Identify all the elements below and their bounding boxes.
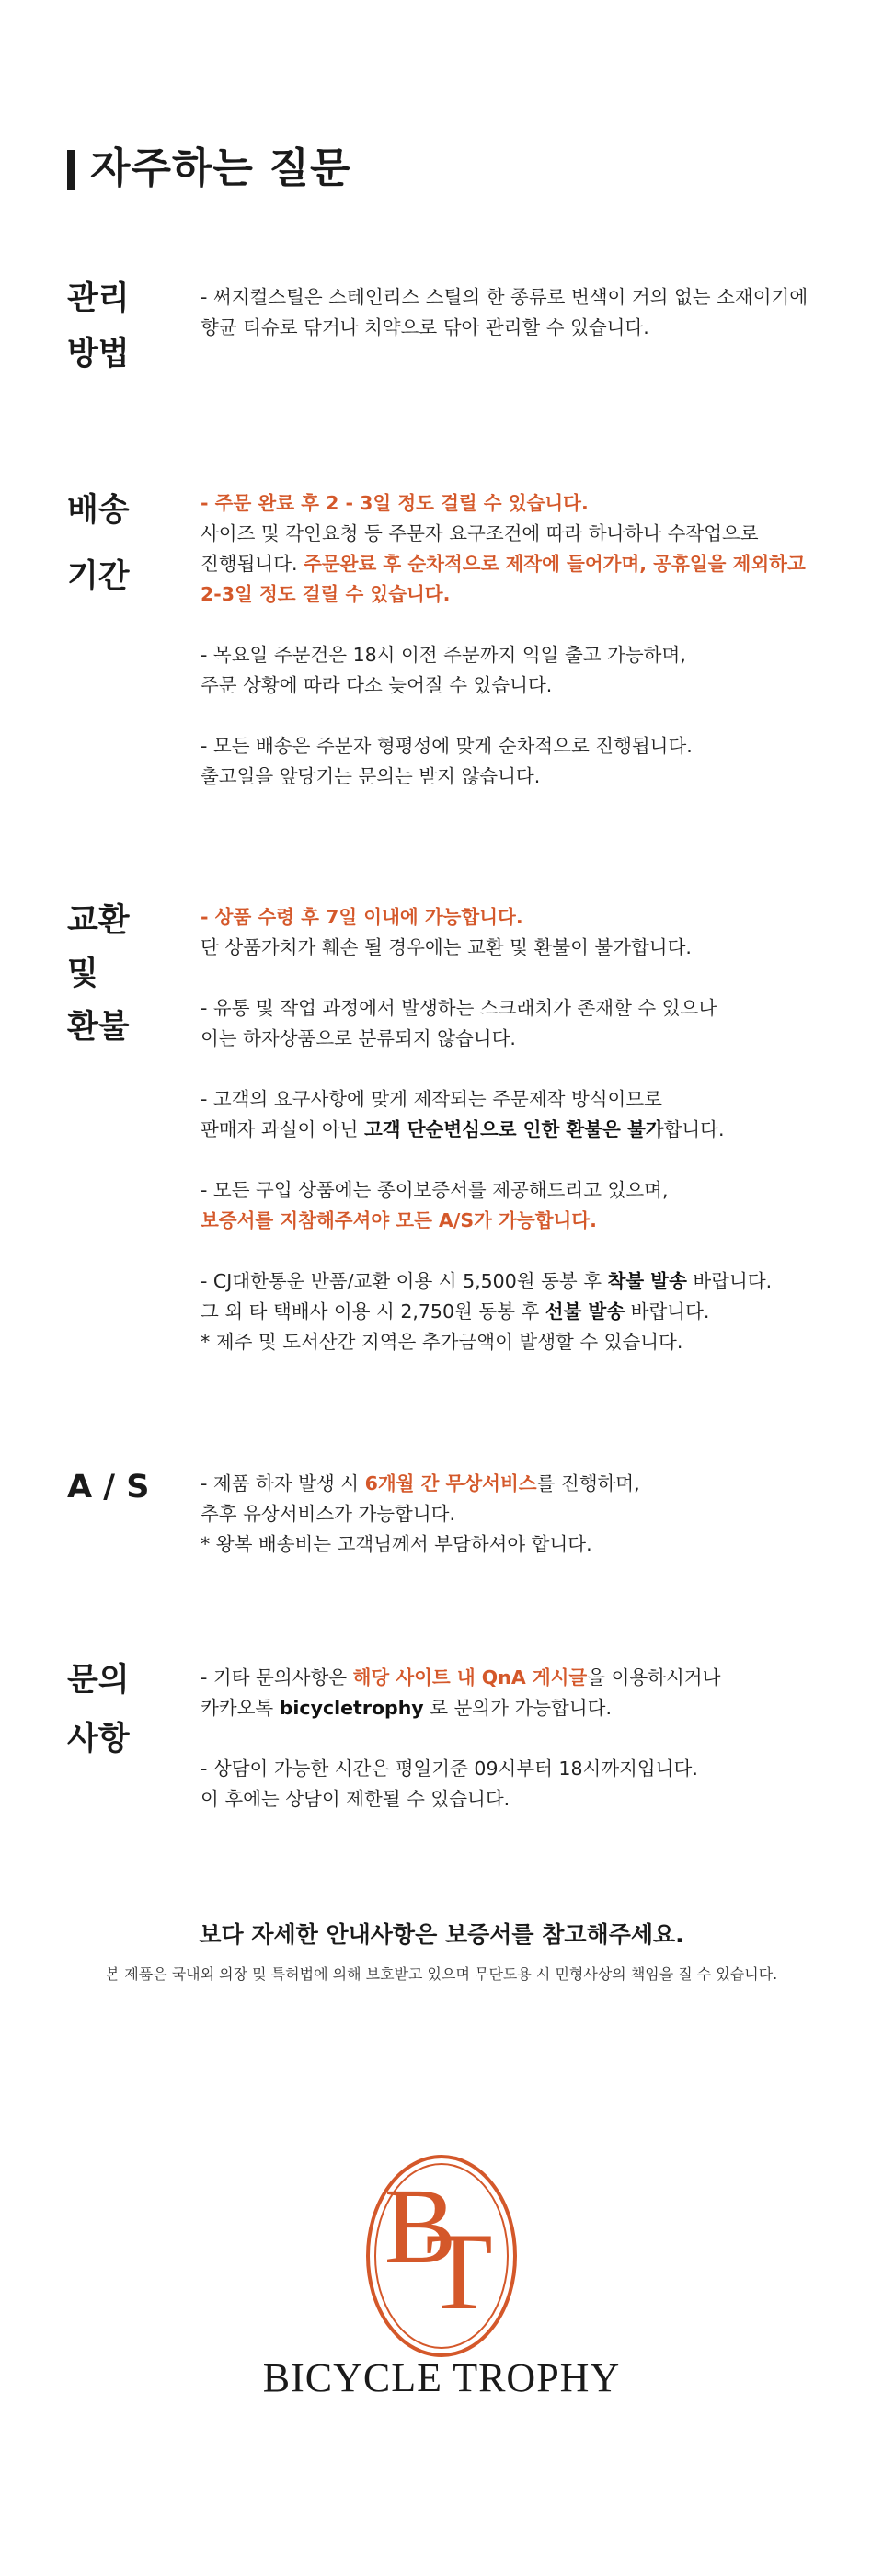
text-line: - 기타 문의사항은 해당 사이트 내 QnA 게시글을 이용하시거나: [201, 1666, 721, 1689]
section-body: [201, 1469, 854, 1560]
svg-text:B: B: [384, 2166, 457, 2286]
text-line: - 제품 하자 발생 시 6개월 간 무상서비스를 진행하며,: [201, 1472, 640, 1494]
section-label: 관리 방법: [67, 280, 130, 372]
text-line: 이 후에는 상담이 제한될 수 있습니다.: [201, 1788, 510, 1810]
brand-name: BICYCLE TROPHY: [262, 2355, 621, 2400]
section-body: [201, 282, 854, 343]
text-line: 카카오톡 bicycletrophy 로 문의가 가능합니다.: [201, 1697, 612, 1719]
section-label: 문의 사항: [67, 1662, 130, 1757]
text-line: 향균 티슈로 닦거나 치약으로 닦아 관리할 수 있습니다.: [201, 316, 649, 338]
highlight-line: - 주문 완료 후 2 - 3일 정도 걸릴 수 있습니다.: [201, 492, 589, 514]
section-body: [201, 902, 854, 1357]
brand-logo: [363, 2152, 520, 2360]
text-line: - 고객의 요구사항에 맞게 제작되는 주문제작 방식이므로: [201, 1088, 662, 1110]
text-line: 진행됩니다. 주문완료 후 순차적으로 제작에 들어가며, 공휴일을 제외하고: [201, 553, 806, 575]
text-line: - 유통 및 작업 과정에서 발생하는 스크래치가 존재할 수 있으나: [201, 997, 717, 1019]
legal-notice: 본 제품은 국내외 의장 및 특허법에 의해 보호받고 있으며 무단도용 시 민형사상의 책임을 질 수 있습니다.: [105, 1965, 778, 1983]
text-line: 이는 하자상품으로 분류되지 않습니다.: [201, 1027, 516, 1049]
text-line: 그 외 타 택배사 이용 시 2,750원 동봉 후 선불 발송 바랍니다.: [201, 1300, 710, 1322]
section-label: A / S: [67, 1469, 150, 1506]
warranty-notice: 보다 자세한 안내사항은 보증서를 참고해주세요.: [199, 1921, 684, 1948]
text-line: * 제주 및 도서산간 지역은 추가금액이 발생할 수 있습니다.: [201, 1331, 683, 1353]
page-title: 자주하는 질문: [90, 143, 351, 192]
text-line: 사이즈 및 각인요청 등 주문자 요구조건에 따라 하나하나 수작업으로: [201, 522, 759, 544]
section-label: 교환 및 환불: [67, 902, 130, 1046]
text-line: 주문 상황에 따라 다소 늦어질 수 있습니다.: [201, 674, 553, 696]
highlight-line: - 상품 수령 후 7일 이내에 가능합니다.: [201, 906, 523, 928]
text-line: - 모든 배송은 주문자 형평성에 맞게 순차적으로 진행됩니다.: [201, 735, 693, 757]
text-line: 출고일을 앞당기는 문의는 받지 않습니다.: [201, 765, 541, 787]
section-label: 배송 기간: [67, 492, 130, 595]
highlight-line: 2-3일 정도 걸릴 수 있습니다.: [201, 583, 451, 605]
text-line: 추후 유상서비스가 가능합니다.: [201, 1503, 455, 1525]
text-line: - 상담이 가능한 시간은 평일기준 09시부터 18시까지입니다.: [201, 1757, 698, 1780]
text-line: - 모든 구입 상품에는 종이보증서를 제공해드리고 있으며,: [201, 1179, 669, 1201]
text-line: - CJ대한통운 반품/교환 이용 시 5,500원 동봉 후 착불 발송 바랍니다.: [201, 1270, 773, 1292]
text-line: - 써지컬스틸은 스테인리스 스틸의 한 종류로 변색이 거의 없는 소재이기에: [201, 286, 808, 308]
section-body: [201, 488, 854, 792]
highlight-line: 보증서를 지참해주셔야 모든 A/S가 가능합니다.: [201, 1209, 597, 1231]
text-line: * 왕복 배송비는 고객님께서 부담하셔야 합니다.: [201, 1533, 592, 1555]
text-line: 단 상품가치가 훼손 될 경우에는 교환 및 환불이 불가합니다.: [201, 936, 692, 958]
section-body: [201, 1663, 854, 1815]
svg-text:T: T: [425, 2210, 493, 2332]
text-line: 판매자 과실이 아닌 고객 단순변심으로 인한 환불은 불가합니다.: [201, 1118, 725, 1140]
title-accent-bar: [67, 150, 75, 190]
text-line: - 목요일 주문건은 18시 이전 주문까지 익일 출고 가능하며,: [201, 644, 686, 666]
